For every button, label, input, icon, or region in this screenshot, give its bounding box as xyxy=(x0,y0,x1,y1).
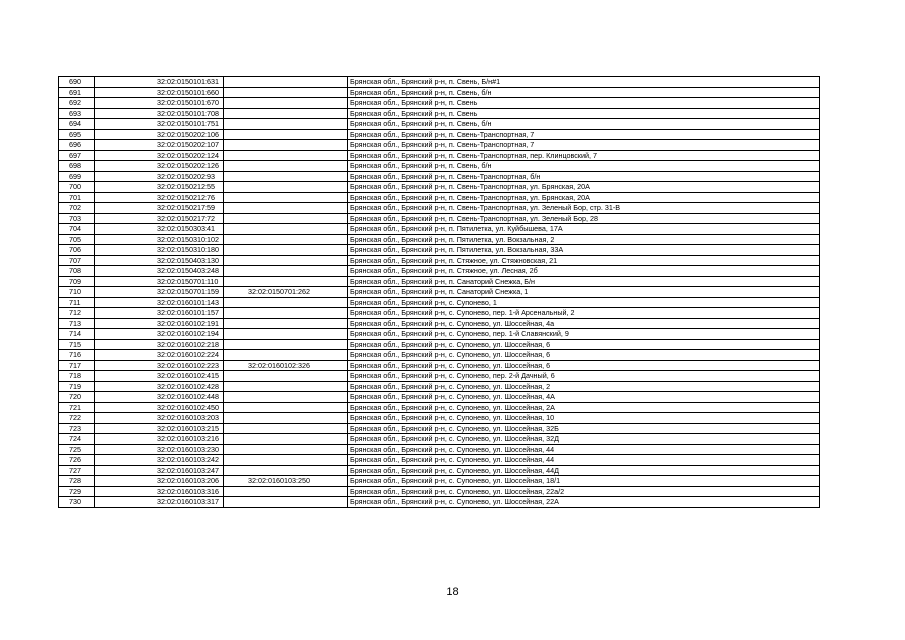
address-cell: Брянская обл., Брянский р-н, п. Свень-Транспортная, 7 xyxy=(348,140,820,151)
row-number-cell: 727 xyxy=(59,465,95,476)
row-number-cell: 716 xyxy=(59,350,95,361)
linked-cadastral-number-cell xyxy=(224,497,348,508)
table-row xyxy=(59,161,820,172)
table-row xyxy=(59,129,820,140)
address-cell: Брянская обл., Брянский р-н, с. Супонево, ул. Шоссейная, 6 xyxy=(348,350,820,361)
linked-cadastral-number-cell xyxy=(224,423,348,434)
cadastral-number-cell: 32:02:0160103:247 xyxy=(95,465,224,476)
table-row xyxy=(59,255,820,266)
linked-cadastral-number-cell xyxy=(224,266,348,277)
table-row xyxy=(59,308,820,319)
table-row xyxy=(59,360,820,371)
table-row xyxy=(59,266,820,277)
linked-cadastral-number-cell xyxy=(224,255,348,266)
linked-cadastral-number-cell xyxy=(224,486,348,497)
row-number-cell: 703 xyxy=(59,213,95,224)
row-number-cell: 723 xyxy=(59,423,95,434)
linked-cadastral-number-cell: 32:02:0150701:262 xyxy=(224,287,348,298)
cadastral-number-cell: 32:02:0160103:215 xyxy=(95,423,224,434)
property-table xyxy=(58,76,820,508)
table-row xyxy=(59,171,820,182)
row-number-cell: 694 xyxy=(59,119,95,130)
table-row xyxy=(59,213,820,224)
cadastral-number-cell: 32:02:0150212:76 xyxy=(95,192,224,203)
address-cell: Брянская обл., Брянский р-н, п. Свень-Транспортная, ул. Брянская, 20А xyxy=(348,182,820,193)
address-cell: Брянская обл., Брянский р-н, п. Свень-Транспортная, ул. Брянская, 20А xyxy=(348,192,820,203)
address-cell: Брянская обл., Брянский р-н, п. Пятилетка, ул. Вокзальная, 2 xyxy=(348,234,820,245)
row-number-cell: 691 xyxy=(59,87,95,98)
address-cell: Брянская обл., Брянский р-н, п. Свень, б/н xyxy=(348,87,820,98)
address-cell: Брянская обл., Брянский р-н, п. Свень, б/н xyxy=(348,161,820,172)
table-row xyxy=(59,87,820,98)
row-number-cell: 700 xyxy=(59,182,95,193)
table-row xyxy=(59,119,820,130)
linked-cadastral-number-cell xyxy=(224,108,348,119)
linked-cadastral-number-cell: 32:02:0160103:250 xyxy=(224,476,348,487)
row-number-cell: 725 xyxy=(59,444,95,455)
row-number-cell: 693 xyxy=(59,108,95,119)
cadastral-number-cell: 32:02:0160102:194 xyxy=(95,329,224,340)
table-row xyxy=(59,192,820,203)
row-number-cell: 695 xyxy=(59,129,95,140)
linked-cadastral-number-cell xyxy=(224,224,348,235)
row-number-cell: 692 xyxy=(59,98,95,109)
cadastral-number-cell: 32:02:0150101:708 xyxy=(95,108,224,119)
cadastral-number-cell: 32:02:0160102:448 xyxy=(95,392,224,403)
address-cell: Брянская обл., Брянский р-н, п. Свень-Транспортная, 7 xyxy=(348,129,820,140)
cadastral-number-cell: 32:02:0150202:124 xyxy=(95,150,224,161)
row-number-cell: 707 xyxy=(59,255,95,266)
cadastral-number-cell: 32:02:0150701:159 xyxy=(95,287,224,298)
cadastral-number-cell: 32:02:0150101:751 xyxy=(95,119,224,130)
linked-cadastral-number-cell xyxy=(224,434,348,445)
cadastral-number-cell: 32:02:0150303:41 xyxy=(95,224,224,235)
row-number-cell: 710 xyxy=(59,287,95,298)
linked-cadastral-number-cell xyxy=(224,87,348,98)
address-cell: Брянская обл., Брянский р-н, с. Супонево, ул. Шоссейная, 4а xyxy=(348,318,820,329)
row-number-cell: 705 xyxy=(59,234,95,245)
cadastral-number-cell: 32:02:0150212:55 xyxy=(95,182,224,193)
row-number-cell: 722 xyxy=(59,413,95,424)
cadastral-number-cell: 32:02:0150202:126 xyxy=(95,161,224,172)
address-cell: Брянская обл., Брянский р-н, п. Стяжное, ул. Лесная, 2б xyxy=(348,266,820,277)
linked-cadastral-number-cell xyxy=(224,129,348,140)
linked-cadastral-number-cell xyxy=(224,213,348,224)
linked-cadastral-number-cell xyxy=(224,465,348,476)
table-row xyxy=(59,413,820,424)
address-cell: Брянская обл., Брянский р-н, п. Свень, Б/н#1 xyxy=(348,77,820,88)
cadastral-number-cell: 32:02:0150202:107 xyxy=(95,140,224,151)
address-cell: Брянская обл., Брянский р-н, п. Стяжное, ул. Стяжновская, 21 xyxy=(348,255,820,266)
table-row xyxy=(59,108,820,119)
linked-cadastral-number-cell xyxy=(224,339,348,350)
table-row xyxy=(59,224,820,235)
table-row xyxy=(59,392,820,403)
row-number-cell: 728 xyxy=(59,476,95,487)
linked-cadastral-number-cell xyxy=(224,150,348,161)
table-row xyxy=(59,465,820,476)
row-number-cell: 704 xyxy=(59,224,95,235)
address-cell: Брянская обл., Брянский р-н, с. Супонево, пер. 1-й Славянский, 9 xyxy=(348,329,820,340)
cadastral-number-cell: 32:02:0150217:59 xyxy=(95,203,224,214)
address-cell: Брянская обл., Брянский р-н, п. Свень-Транспортная, б/н xyxy=(348,171,820,182)
linked-cadastral-number-cell xyxy=(224,140,348,151)
table-row xyxy=(59,486,820,497)
page-number: 18 xyxy=(446,586,459,598)
cadastral-number-cell: 32:02:0160102:428 xyxy=(95,381,224,392)
table-row xyxy=(59,234,820,245)
table-row xyxy=(59,276,820,287)
cadastral-number-cell: 32:02:0160101:143 xyxy=(95,297,224,308)
table-row xyxy=(59,203,820,214)
table-row xyxy=(59,476,820,487)
row-number-cell: 696 xyxy=(59,140,95,151)
row-number-cell: 690 xyxy=(59,77,95,88)
address-cell: Брянская обл., Брянский р-н, с. Супонево, 1 xyxy=(348,297,820,308)
address-cell: Брянская обл., Брянский р-н, с. Супонево, ул. Шоссейная, 44Д xyxy=(348,465,820,476)
table-row xyxy=(59,140,820,151)
table-row xyxy=(59,455,820,466)
row-number-cell: 718 xyxy=(59,371,95,382)
linked-cadastral-number-cell xyxy=(224,119,348,130)
cadastral-number-cell: 32:02:0150101:631 xyxy=(95,77,224,88)
cadastral-number-cell: 32:02:0160103:316 xyxy=(95,486,224,497)
linked-cadastral-number-cell xyxy=(224,182,348,193)
linked-cadastral-number-cell xyxy=(224,171,348,182)
property-table-body xyxy=(59,77,820,508)
address-cell: Брянская обл., Брянский р-н, с. Супонево, ул. Шоссейная, 18/1 xyxy=(348,476,820,487)
address-cell: Брянская обл., Брянский р-н, с. Супонево, ул. Шоссейная, 4А xyxy=(348,392,820,403)
row-number-cell: 701 xyxy=(59,192,95,203)
table-row xyxy=(59,381,820,392)
linked-cadastral-number-cell xyxy=(224,276,348,287)
linked-cadastral-number-cell xyxy=(224,98,348,109)
linked-cadastral-number-cell xyxy=(224,392,348,403)
cadastral-number-cell: 32:02:0150403:248 xyxy=(95,266,224,277)
row-number-cell: 712 xyxy=(59,308,95,319)
row-number-cell: 720 xyxy=(59,392,95,403)
linked-cadastral-number-cell xyxy=(224,203,348,214)
row-number-cell: 726 xyxy=(59,455,95,466)
table-row xyxy=(59,297,820,308)
row-number-cell: 709 xyxy=(59,276,95,287)
cadastral-number-cell: 32:02:0160103:203 xyxy=(95,413,224,424)
row-number-cell: 715 xyxy=(59,339,95,350)
address-cell: Брянская обл., Брянский р-н, с. Супонево, ул. Шоссейная, 22А xyxy=(348,497,820,508)
cadastral-number-cell: 32:02:0150403:130 xyxy=(95,255,224,266)
cadastral-number-cell: 32:02:0160102:450 xyxy=(95,402,224,413)
address-cell: Брянская обл., Брянский р-н, с. Супонево, ул. Шоссейная, 44 xyxy=(348,455,820,466)
table-row xyxy=(59,423,820,434)
address-cell: Брянская обл., Брянский р-н, п. Свень xyxy=(348,98,820,109)
linked-cadastral-number-cell xyxy=(224,297,348,308)
address-cell: Брянская обл., Брянский р-н, с. Супонево, ул. Шоссейная, 6 xyxy=(348,339,820,350)
address-cell: Брянская обл., Брянский р-н, с. Супонево, ул. Шоссейная, 32Д xyxy=(348,434,820,445)
table-row xyxy=(59,245,820,256)
cadastral-number-cell: 32:02:0160102:223 xyxy=(95,360,224,371)
address-cell: Брянская обл., Брянский р-н, с. Супонево, ул. Шоссейная, 32Б xyxy=(348,423,820,434)
cadastral-number-cell: 32:02:0160102:191 xyxy=(95,318,224,329)
address-cell: Брянская обл., Брянский р-н, с. Супонево, ул. Шоссейная, 22а/2 xyxy=(348,486,820,497)
address-cell: Брянская обл., Брянский р-н, п. Санаторий Снежка, 1 xyxy=(348,287,820,298)
cadastral-number-cell: 32:02:0160103:206 xyxy=(95,476,224,487)
cadastral-number-cell: 32:02:0150202:106 xyxy=(95,129,224,140)
table-row xyxy=(59,434,820,445)
cadastral-number-cell: 32:02:0160103:216 xyxy=(95,434,224,445)
linked-cadastral-number-cell xyxy=(224,234,348,245)
linked-cadastral-number-cell xyxy=(224,192,348,203)
row-number-cell: 706 xyxy=(59,245,95,256)
row-number-cell: 702 xyxy=(59,203,95,214)
row-number-cell: 698 xyxy=(59,161,95,172)
address-cell: Брянская обл., Брянский р-н, п. Пятилетка, ул. Вокзальная, 33А xyxy=(348,245,820,256)
table-row xyxy=(59,339,820,350)
address-cell: Брянская обл., Брянский р-н, с. Супонево, ул. Шоссейная, 44 xyxy=(348,444,820,455)
address-cell: Брянская обл., Брянский р-н, п. Свень xyxy=(348,108,820,119)
linked-cadastral-number-cell xyxy=(224,77,348,88)
linked-cadastral-number-cell xyxy=(224,161,348,172)
table-row xyxy=(59,329,820,340)
address-cell: Брянская обл., Брянский р-н, с. Супонево, пер. 2-й Дачный, 6 xyxy=(348,371,820,382)
table-row xyxy=(59,444,820,455)
row-number-cell: 729 xyxy=(59,486,95,497)
linked-cadastral-number-cell xyxy=(224,371,348,382)
row-number-cell: 724 xyxy=(59,434,95,445)
row-number-cell: 697 xyxy=(59,150,95,161)
row-number-cell: 714 xyxy=(59,329,95,340)
linked-cadastral-number-cell xyxy=(224,402,348,413)
cadastral-number-cell: 32:02:0150310:180 xyxy=(95,245,224,256)
address-cell: Брянская обл., Брянский р-н, с. Супонево, пер. 1-й Арсенальный, 2 xyxy=(348,308,820,319)
table-row xyxy=(59,402,820,413)
table-row xyxy=(59,350,820,361)
cadastral-number-cell: 32:02:0150101:660 xyxy=(95,87,224,98)
row-number-cell: 699 xyxy=(59,171,95,182)
row-number-cell: 717 xyxy=(59,360,95,371)
address-cell: Брянская обл., Брянский р-н, с. Супонево, ул. Шоссейная, 10 xyxy=(348,413,820,424)
table-row xyxy=(59,371,820,382)
table-row xyxy=(59,318,820,329)
address-cell: Брянская обл., Брянский р-н, с. Супонево, ул. Шоссейная, 2А xyxy=(348,402,820,413)
table-row xyxy=(59,182,820,193)
address-cell: Брянская обл., Брянский р-н, с. Супонево, ул. Шоссейная, 6 xyxy=(348,360,820,371)
address-cell: Брянская обл., Брянский р-н, с. Супонево, ул. Шоссейная, 2 xyxy=(348,381,820,392)
address-cell: Брянская обл., Брянский р-н, п. Свень, б/н xyxy=(348,119,820,130)
cadastral-number-cell: 32:02:0150202:93 xyxy=(95,171,224,182)
address-cell: Брянская обл., Брянский р-н, п. Свень-Транспортная, пер. Клинцовский, 7 xyxy=(348,150,820,161)
table-row xyxy=(59,150,820,161)
table-row xyxy=(59,287,820,298)
cadastral-number-cell: 32:02:0160102:224 xyxy=(95,350,224,361)
table-row xyxy=(59,497,820,508)
row-number-cell: 721 xyxy=(59,402,95,413)
cadastral-number-cell: 32:02:0150701:110 xyxy=(95,276,224,287)
row-number-cell: 708 xyxy=(59,266,95,277)
row-number-cell: 719 xyxy=(59,381,95,392)
cadastral-number-cell: 32:02:0160103:230 xyxy=(95,444,224,455)
table-row xyxy=(59,98,820,109)
linked-cadastral-number-cell xyxy=(224,329,348,340)
cadastral-number-cell: 32:02:0150101:670 xyxy=(95,98,224,109)
cadastral-number-cell: 32:02:0160102:415 xyxy=(95,371,224,382)
linked-cadastral-number-cell xyxy=(224,245,348,256)
row-number-cell: 730 xyxy=(59,497,95,508)
row-number-cell: 713 xyxy=(59,318,95,329)
address-cell: Брянская обл., Брянский р-н, п. Свень-Транспортная, ул. Зеленый Бор, стр. 31-В xyxy=(348,203,820,214)
linked-cadastral-number-cell: 32:02:0160102:326 xyxy=(224,360,348,371)
cadastral-number-cell: 32:02:0160103:242 xyxy=(95,455,224,466)
cadastral-number-cell: 32:02:0150310:102 xyxy=(95,234,224,245)
linked-cadastral-number-cell xyxy=(224,444,348,455)
linked-cadastral-number-cell xyxy=(224,381,348,392)
linked-cadastral-number-cell xyxy=(224,318,348,329)
cadastral-number-cell: 32:02:0160101:157 xyxy=(95,308,224,319)
address-cell: Брянская обл., Брянский р-н, п. Санаторий Снежка, Б/н xyxy=(348,276,820,287)
address-cell: Брянская обл., Брянский р-н, п. Пятилетка, ул. Куйбышева, 17А xyxy=(348,224,820,235)
linked-cadastral-number-cell xyxy=(224,413,348,424)
cadastral-number-cell: 32:02:0160102:218 xyxy=(95,339,224,350)
cadastral-number-cell: 32:02:0160103:317 xyxy=(95,497,224,508)
linked-cadastral-number-cell xyxy=(224,308,348,319)
row-number-cell: 711 xyxy=(59,297,95,308)
linked-cadastral-number-cell xyxy=(224,350,348,361)
linked-cadastral-number-cell xyxy=(224,455,348,466)
table-row xyxy=(59,77,820,88)
cadastral-number-cell: 32:02:0150217:72 xyxy=(95,213,224,224)
address-cell: Брянская обл., Брянский р-н, п. Свень-Транспортная, ул. Зеленый Бор, 28 xyxy=(348,213,820,224)
